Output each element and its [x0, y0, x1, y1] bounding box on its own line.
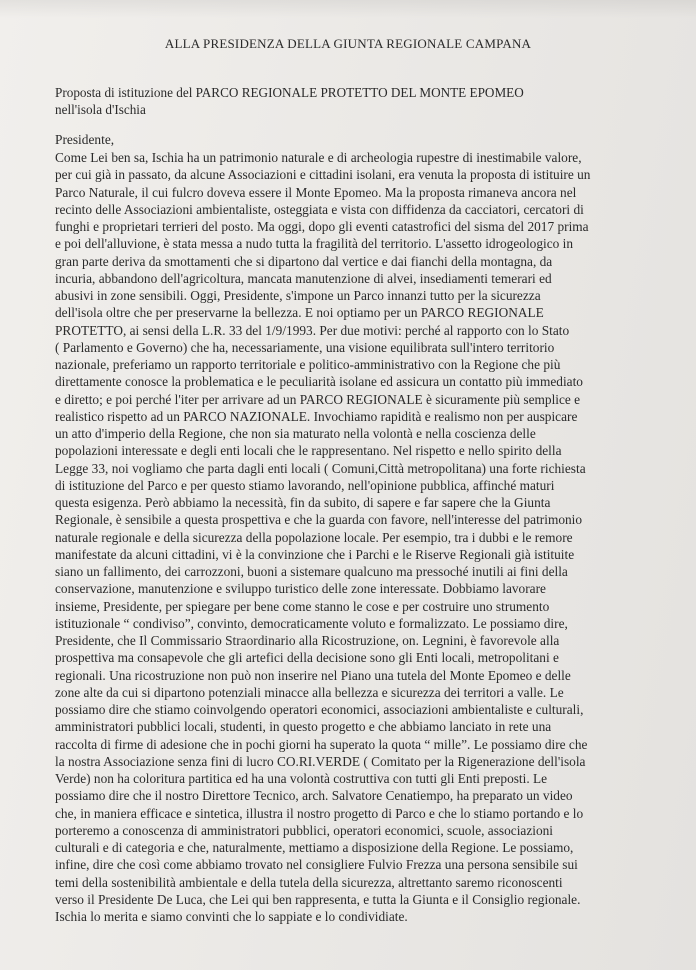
body-line: un atto d'imperio della Regione, che non sia maturato nella volontà e nella coscienza delle	[55, 426, 536, 441]
body-line: e diretto; e poi perché l'iter per arrivare ad un PARCO REGIONALE è sicuramente più semplice e	[55, 391, 581, 407]
body-line: culturali e di categoria e che, naturalmente, mettiamo a disposizione della Regione. Le possiamo,	[55, 840, 574, 855]
body-line: funghi e proprietari terrieri del posto. Ma oggi, dopo gli eventi catastrofici del sisma del 2017 prima	[55, 219, 589, 234]
body-line: abusivi in zone sensibili. Oggi, Presidente, s'impone un Parco innanzi tutto per la sicurezza	[55, 288, 541, 303]
body-line: la nostra Associazione senza fini di lucro CO.RI.VERDE ( Comitato per la Rigenerazione dell'isola	[55, 753, 586, 769]
body-line: insieme, Presidente, per spiegare per bene come stanno le cose e per costruire uno strumento	[55, 598, 550, 614]
letter-greeting: Presidente,	[55, 132, 115, 147]
body-line: conservazione, manutenzione e sviluppo turistico delle zone interessate. Dobbiamo lavorare	[55, 581, 546, 597]
body-line: questa esigenza. Però abbiamo la necessità, fin da subito, di sapere e far sapere che la Giunta	[55, 495, 551, 510]
body-line: istituzionale “ condiviso”, convinto, democraticamente voluto e formalizzato. Le possiamo dire,	[55, 615, 568, 631]
body-line: Legge 33, noi vogliamo che parta dagli enti locali ( Comuni,Città metropolitana) una forte richiesta	[55, 460, 586, 476]
subject-line: nell'isola d'Ischia	[55, 102, 146, 117]
body-line: regionali. Una ricostruzione non può non inserire nel Piano una tutela del Monte Epomeo e delle	[55, 667, 571, 683]
body-line: ( Parlamento e Governo) che ha, necessariamente, una visione equilibrata sull'intero territorio	[55, 339, 555, 355]
body-line: direttamente conosce la problematica e le peculiarità isolane ed assicura un contatto più immediato	[55, 374, 583, 390]
body-line: porteremo a conoscenza di amministratori pubblici, operatori economici, scuole, associazioni	[55, 822, 553, 838]
body-line: e poi dell'alluvione, è stata messa a nudo tutta la fragilità del territorio. L'assetto idrogeologico in	[55, 236, 574, 252]
body-line: popolazioni interessate e degli enti locali che le rappresentano. Nel rispetto e nello spirito della	[55, 443, 562, 459]
body-line: nazionale, preferiamo un rapporto territoriale e politico-amministrativo con la Regione che più	[55, 357, 561, 372]
body-line: PROTETTO, ai sensi della L.R. 33 del 1/9/1993. Per due motivi: perché al rapporto con lo Stato	[55, 322, 570, 338]
body-line: possiamo dire che il nostro Direttore Tecnico, arch. Salvatore Cenatiempo, ha preparato un video	[55, 788, 573, 804]
body-line: Ischia lo merita e siamo convinti che lo sappiate e lo condividiate.	[55, 909, 408, 924]
body-line: Regionale, è sensibile a questa prospettiva e che la guarda con favore, nell'interesse del patrimonio	[55, 512, 583, 528]
body-line: di istituzione del Parco e per questo stiamo lavorando, nell'opinione pubblica, affinché maturi	[55, 477, 555, 493]
body-line: manifestate da alcuni cittadini, vi è la convinzione che i Parchi e le Riserve Regionali già istituite	[55, 546, 575, 562]
body-line: incuria, abbandono dell'agricoltura, mancata manutenzione di alvei, insediamenti temerari ed	[55, 270, 552, 286]
subject-line: Proposta di istituzione del PARCO REGIONALE PROTETTO DEL MONTE EPOMEO	[55, 85, 524, 100]
body-line: naturale regionale e della sicurezza della popolazione locale. Per esempio, tra i dubbi e le remore	[55, 529, 573, 545]
body-line: gran parte deriva da smottamenti che si dipartono dal vertice e dai fianchi della montagna, da	[55, 253, 553, 269]
letter-subject	[55, 84, 655, 118]
letter-body	[55, 149, 695, 925]
body-line: Presidente, che Il Commissario Straordinario alla Ricostruzione, on. Legnini, è favorevole alla	[55, 633, 560, 648]
body-line: raccolta di firme di adesione che in pochi giorni ha superato la quota “ mille”. Le possiamo dire che	[55, 736, 588, 752]
body-line: per cui già in passato, da alcune Associazioni e cittadini isolani, era venuta la proposta di istituire un	[55, 167, 591, 183]
body-line: Come Lei ben sa, Ischia ha un patrimonio naturale e di archeologia rupestre di inestimabile valore,	[55, 150, 582, 165]
body-line: prospettiva ma consapevole che gli artefici della decisione sono gli Enti locali, metropolitani e	[55, 650, 559, 666]
body-line: Parco Naturale, il cui fulcro doveva essere il Monte Epomeo. Ma la proposta rimaneva ancora nel	[55, 184, 577, 200]
body-line: temi della sostenibilità ambientale e della tutela della sicurezza, altrettanto saremo riconoscenti	[55, 874, 563, 890]
body-line: infine, dire che così come abbiamo trovato nel consigliere Fulvio Frezza una persona sensibile sui	[55, 857, 578, 873]
body-line: realistico rispetto ad un PARCO NAZIONALE. Invochiamo rapidità e realismo non per auspicare	[55, 408, 578, 424]
body-line: dell'isola oltre che per preservarne la bellezza. E noi optiamo per un PARCO REGIONALE	[55, 305, 544, 321]
page-shadow	[0, 0, 696, 18]
body-line: recinto delle Associazioni ambientaliste, osteggiata e vista con diffidenza da cacciatori, cercatori di	[55, 201, 584, 217]
letter-heading: ALLA PRESIDENZA DELLA GIUNTA REGIONALE CAMPANA	[164, 36, 532, 51]
body-line: verso il Presidente De Luca, che Lei qui ben rappresenta, e tutta la Giunta e il Consiglio regionale.	[55, 891, 581, 907]
body-line: zone alte da cui si dipartono potenziali minacce alla bellezza e sicurezza dei territori a valle. Le	[55, 684, 564, 700]
body-line: amministratori pubblici locali, studenti, in questo progetto e che abbiamo lanciato in rete una	[55, 719, 552, 735]
body-line: siano un fallimento, dei carrozzoni, buoni a sistemare qualcuno ma pressoché inutili ai fini della	[55, 564, 568, 579]
body-line: Verde) non ha coloritura partitica ed ha una volontà costruttiva con tutti gli Enti preposti. Le	[55, 771, 548, 786]
body-line: che, in maniera efficace e sintetica, illustra il nostro progetto di Parco e che lo stiamo portando e lo	[55, 805, 584, 821]
body-line: possiamo dire che stiamo coinvolgendo operatori economici, associazioni ambientaliste e culturali,	[55, 702, 584, 717]
